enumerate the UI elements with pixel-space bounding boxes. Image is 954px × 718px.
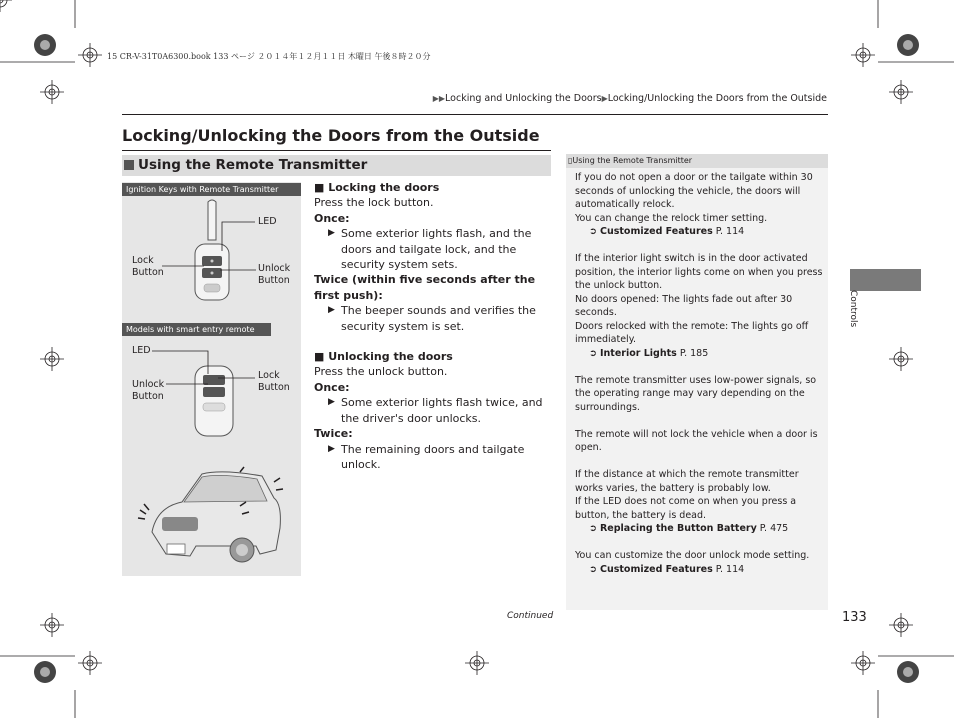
twice-within-heading: Twice (within five seconds after the first push): [314, 273, 536, 302]
reference-arrow-icon: ➲ [589, 226, 600, 237]
lock-button-label: Lock Button [132, 255, 164, 278]
page-title: Locking/Unlocking the Doors from the Outside [122, 126, 540, 145]
cross-reference-link[interactable]: ➲ Replacing the Button Battery P. 475 [589, 523, 789, 534]
reference-arrow-icon: ➲ [589, 347, 600, 359]
breadcrumb-item[interactable]: Locking/Unlocking the Doors from the Outside [607, 93, 827, 104]
title-rule [122, 150, 551, 151]
note-paragraph: The remote will not lock the vehicle when a door is open. [575, 428, 818, 453]
vehicle-illustration [122, 462, 301, 574]
side-note-header: ▯Using the Remote Transmitter [566, 154, 828, 168]
lock-once-text: ▶ Some exterior lights flash, and the doors and tailgate lock, and the security system sets. [328, 227, 532, 272]
lock-intro: Press the lock button. [314, 196, 434, 210]
note-paragraph: No doors opened: The lights fade out after 30 seconds. [575, 293, 793, 318]
figure-label: Models with smart entry remote [122, 323, 271, 336]
cross-reference-link[interactable]: ➲ Customized Features P. 114 [589, 226, 745, 237]
square-bullet-icon: ■ [314, 181, 329, 194]
note-paragraph: If the interior light switch is in the door activated position, the interior lights come on when you press the unlock button. [575, 253, 823, 291]
once-heading: Once: [314, 380, 350, 394]
triangle-bullet-icon: ▶ [328, 305, 335, 316]
twice-heading: Twice: [314, 427, 353, 441]
page-number: 133 [842, 610, 867, 625]
cross-reference-link[interactable]: ➲ Customized Features P. 114 [589, 563, 745, 575]
unlock-intro: Press the unlock button. [314, 365, 448, 379]
triangle-bullet-icon: ▶ [328, 443, 335, 454]
section-heading-bar [122, 155, 551, 176]
chapter-tab-label: Controls [848, 290, 858, 328]
side-note-panel [566, 154, 828, 610]
triangle-bullet-icon: ▶ [328, 397, 335, 408]
note-icon: ▯ [568, 156, 573, 165]
breadcrumb-arrow-icon: ▶ [601, 94, 608, 103]
chapter-tab[interactable] [850, 269, 921, 291]
unlock-heading: ■ Unlocking the doors [314, 350, 453, 364]
breadcrumb-item[interactable]: Locking and Unlocking the Doors [445, 93, 602, 104]
triangle-bullet-icon: ▶ [328, 228, 335, 239]
once-heading: Once: [314, 211, 350, 225]
unlock-twice-text: ▶ The remaining doors and tailgate unlock. [328, 442, 525, 471]
square-bullet-icon [124, 160, 134, 170]
note-paragraph: If the distance at which the remote transmitter works varies, the battery is probably low. [575, 469, 799, 494]
note-paragraph: Doors relocked with the remote: The lights go off immediately. [575, 320, 809, 345]
lock-heading: ■ Locking the doors [314, 181, 440, 194]
reference-arrow-icon: ➲ [589, 563, 600, 575]
led-label: LED [132, 345, 151, 356]
unlock-once-text: ▶ Some exterior lights flash twice, and the driver's door unlocks. [328, 396, 543, 425]
unlock-button-label: Unlock Button [132, 379, 165, 402]
section-heading: Using the Remote Transmitter [138, 157, 368, 173]
continued-label: Continued [507, 611, 554, 621]
unlock-button-label: Unlock Button [258, 263, 291, 286]
lock-button-label: Lock Button [258, 370, 290, 393]
main-body [314, 180, 554, 472]
note-paragraph: If you do not open a door or the tailgate within 30 seconds of unlocking the vehicle, the doors will automatically relock. [575, 172, 813, 210]
note-paragraph: The remote transmitter uses low-power signals, so the operating range may vary depending on the surroundings. [575, 374, 817, 413]
cross-reference-link[interactable]: ➲ Interior Lights P. 185 [589, 347, 709, 359]
square-bullet-icon: ■ [314, 350, 329, 364]
breadcrumb [433, 93, 827, 104]
figure-label: Ignition Keys with Remote Transmitter [122, 183, 301, 196]
note-paragraph: You can change the relock timer setting. [575, 212, 768, 224]
reference-arrow-icon: ➲ [589, 523, 600, 534]
note-paragraph: If the LED does not come on when you press a button, the battery is dead. [575, 496, 797, 521]
breadcrumb-arrow-icon: ▶▶ [432, 94, 446, 103]
lock-twice-text: ▶ The beeper sounds and verifies the security system is set. [328, 304, 536, 333]
illustration-column [122, 182, 301, 576]
header-rule [122, 114, 828, 115]
led-label: LED [258, 216, 277, 227]
note-paragraph: You can customize the door unlock mode setting. [575, 550, 810, 561]
print-line: 15 CR-V-31T0A6300.book 133 ページ ２０１４年１２月１１日 木曜日 午後８時２０分 [107, 52, 431, 61]
